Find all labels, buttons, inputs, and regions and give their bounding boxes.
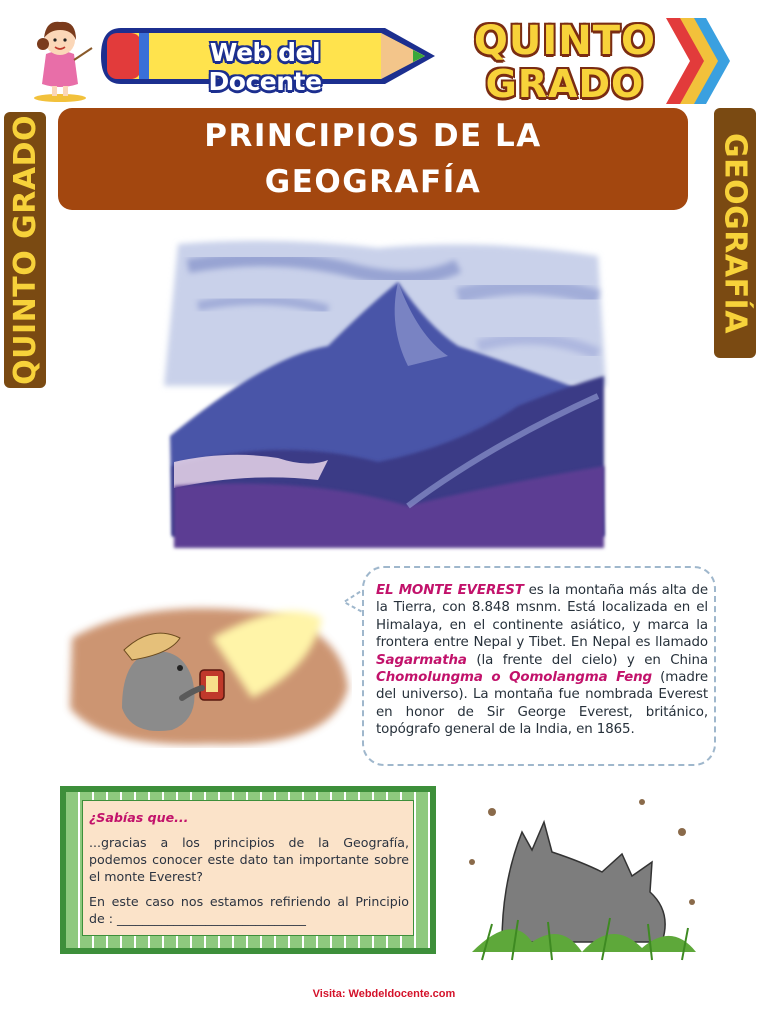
side-label-subject [714, 108, 756, 358]
everest-name-china: Chomolungma o Qomolangma Feng [376, 670, 653, 686]
side-label-grade-text: QUINTO GRADO [7, 115, 43, 385]
teacher-mascot-icon [26, 14, 94, 102]
mountain-illustration [158, 236, 610, 552]
grade-line-2: GRADO [485, 62, 645, 106]
mole-with-lantern-illustration [62, 598, 352, 748]
mole-emerging-illustration [452, 792, 714, 962]
everest-heading: EL MONTE EVEREST [376, 583, 524, 598]
everest-text-part-2: (la frente del cielo) y en China [466, 652, 708, 668]
everest-name-nepal: Sagarmatha [376, 652, 467, 668]
side-label-grade [4, 112, 46, 388]
everest-info-bubble [362, 566, 716, 766]
page-title [58, 108, 688, 210]
footer-link[interactable]: Visita: Webdeldocente.com [312, 988, 456, 1000]
brand-name: Web del Docente [208, 38, 322, 96]
grade-line-1: QUINTO [473, 18, 657, 64]
page-title-line-2: GEOGRAFÍA [264, 164, 482, 200]
did-you-know-question: ...gracias a los principios de la Geografía, podemos conocer este dato tan importante sobre el monte Everest? [89, 835, 409, 884]
did-you-know-exercise: En este caso nos estamos refiriendo al Principio de : ______________________________ [89, 894, 409, 926]
did-you-know-content [82, 800, 414, 936]
did-you-know-title: ¿Sabías que... [89, 810, 189, 825]
everest-text-part-3: (madre del universo). La montaña fue nombrada Everest en honor de Sir George Everest, británico, topógrafo general de la India, en 1865. [376, 670, 708, 738]
grade-badge [440, 12, 740, 104]
did-you-know-box [60, 786, 436, 954]
side-label-subject-text: GEOGRAFÍA [717, 132, 753, 334]
page-title-line-1: PRINCIPIOS DE LA [204, 118, 542, 154]
everest-text-part-1: es la montaña más alta de la Tierra, con 8.848 msnm. Está localizada en el Himalaya, en el continente asiático, y marca la frontera entre Nepal y Tibet. En Nepal es llamado [376, 583, 708, 651]
